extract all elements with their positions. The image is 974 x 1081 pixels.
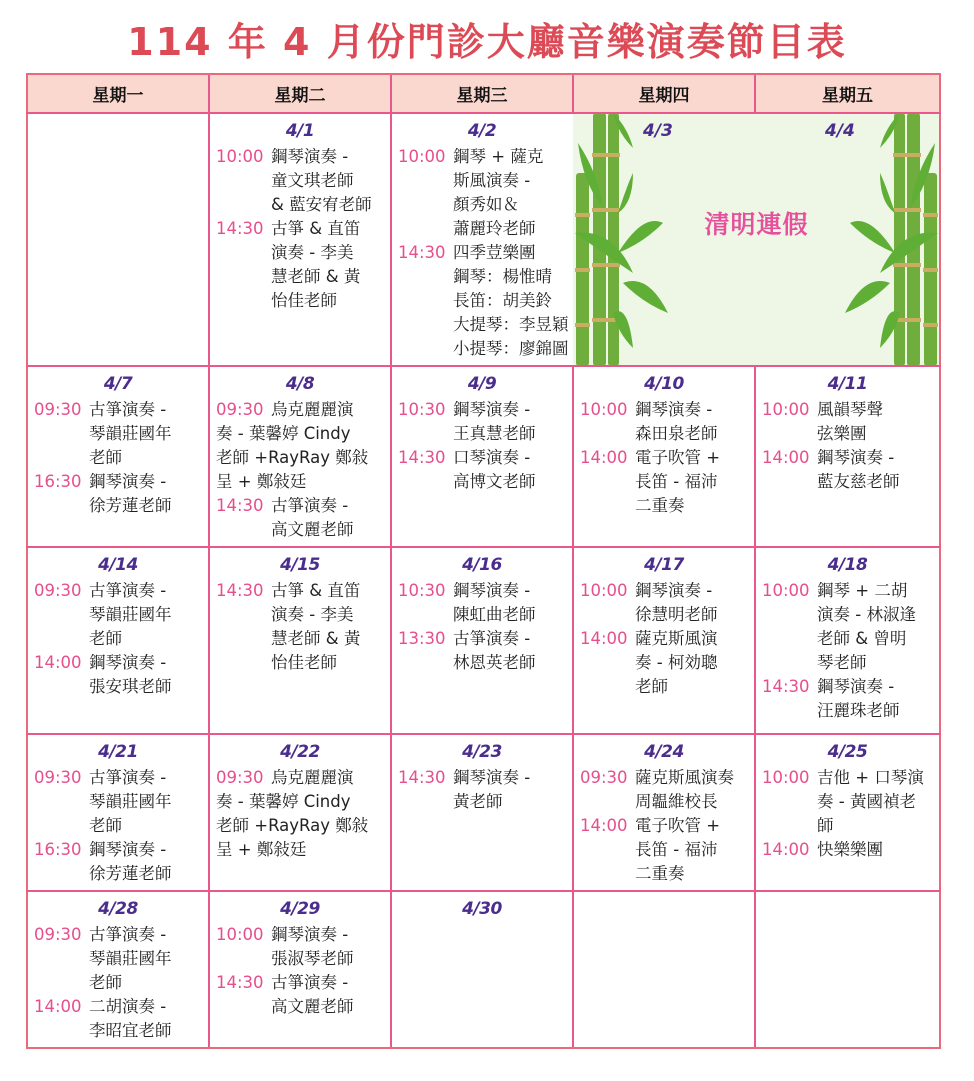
event-text-line: 老師 & 曾明 [817,629,907,648]
event-list [34,766,207,886]
event-time: 16:30 [34,840,82,859]
event-text-line: 鋼琴演奏 - [453,400,531,419]
page-title: 114 年 4 月份門診大廳音樂演奏節目表 [127,20,847,64]
event-item [580,766,753,814]
weekday-header-3: 星期三 [391,74,573,113]
event-text-line: 藍友慈老師 [817,472,900,491]
event-item [216,217,389,313]
grid-line [26,733,941,735]
event-text-line: 琴韻莊國年 [89,792,172,811]
event-time: 10:00 [762,400,810,419]
event-text-line: 長笛 - 福沛 [635,840,718,859]
day-date: 4/15 [280,555,320,575]
event-time: 14:00 [580,816,628,835]
event-text-line: 琴韻莊國年 [89,605,172,624]
event-text-line: 鋼琴演奏 - [817,677,895,696]
day-cell [27,113,209,366]
event-text-line: 蕭麗玲老師 [453,219,536,238]
event-text-line: 鋼琴演奏 - [89,840,167,859]
event-list [34,579,207,699]
event-text-line: 演奏 - 林淑逢 [817,605,916,624]
event-text-line: 鋼琴演奏 - [89,472,167,491]
event-item [34,398,207,470]
holiday-date-4-4: 4/4 [825,121,855,141]
event-item [216,923,389,971]
event-time: 14:00 [580,448,628,467]
day-cell [209,547,391,734]
event-item [398,398,571,446]
event-text-line: 王真慧老師 [453,424,536,443]
event-item [34,923,207,995]
grid-line [26,73,941,75]
event-list [216,145,389,313]
event-text-line: 斯風演奏 - [453,171,531,190]
event-text-line: 二重奏 [635,496,685,515]
event-time: 10:00 [580,400,628,419]
event-text-line: 怡佳老師 [271,291,337,310]
day-cell [755,366,940,547]
event-text-line: 周韞維校長 [635,792,718,811]
event-list [762,579,938,723]
event-text-line: 二重奏 [635,864,685,883]
day-date: 4/30 [462,899,502,919]
weekday-header-1: 星期一 [27,74,209,113]
event-time: 09:30 [34,925,82,944]
grid-line [26,112,941,114]
event-item [580,446,753,518]
day-cell [755,734,940,891]
day-date: 4/18 [827,555,868,575]
day-cell [209,113,391,366]
event-list [216,579,389,675]
weekday-header-5: 星期五 [755,74,940,113]
event-text-line: 古箏 & 直笛 [271,219,361,238]
event-time: 16:30 [34,472,82,491]
event-item [34,766,207,838]
event-time: 14:30 [398,768,446,787]
grid-line [939,74,941,1048]
event-text-line: 怡佳老師 [271,653,337,672]
event-time: 14:00 [34,997,82,1016]
event-text-line: 慧老師 & 黃 [271,629,361,648]
day-date: 4/14 [98,555,138,575]
event-text-line: 古箏演奏 - [453,629,531,648]
day-date: 4/16 [462,555,502,575]
event-text-line: 古箏演奏 - [89,768,167,787]
event-text-line: 古箏演奏 - [271,496,349,515]
event-text-line: 黃老師 [453,792,503,811]
event-list [398,766,571,814]
event-text-line: 四季荳樂團 [453,243,536,262]
event-item [762,766,938,838]
event-time: 14:30 [216,496,264,515]
event-text-line: 呈 + 鄭敍廷 [216,472,307,491]
event-text-line: 汪麗珠老師 [817,701,900,720]
event-text-line: 二胡演奏 - [89,997,167,1016]
event-text-line: 鋼琴 + 薩克 [453,147,544,166]
day-cell [573,366,755,547]
event-text-line: 吉他 + 口琴演 [817,768,924,787]
event-text-line: 大提琴：李昱穎 [453,315,569,334]
event-text-line: 奏 - 柯効聰 [635,653,718,672]
event-list [216,766,389,862]
event-text-line: 師 [817,816,834,835]
weekday-header-2: 星期二 [209,74,391,113]
day-cell [391,113,573,366]
event-text-line: 電子吹管 + [635,448,721,467]
event-text-line: 鋼琴演奏 - [453,581,531,600]
event-time: 10:00 [762,581,810,600]
event-item [216,579,389,675]
event-time: 14:30 [216,219,264,238]
day-date: 4/22 [280,742,320,762]
event-item [580,398,753,446]
event-text-line: 高文麗老師 [271,997,354,1016]
holiday-block [573,113,940,366]
schedule-table [27,74,940,1048]
event-text-line: 呈 + 鄭敍廷 [216,840,307,859]
event-text-line: 古箏 & 直笛 [271,581,361,600]
event-list [398,398,571,494]
event-text-line: 琴韻莊國年 [89,424,172,443]
event-time: 14:30 [762,677,810,696]
event-time: 09:30 [34,581,82,600]
day-cell [755,891,940,1048]
day-cell [391,366,573,547]
event-text-line: 薩克斯風演奏 [635,768,734,787]
event-text-line: 烏克麗麗演 [271,400,354,419]
day-cell [209,366,391,547]
grid-line [754,366,756,1048]
event-time: 14:30 [398,448,446,467]
event-text-line: 古箏演奏 - [271,973,349,992]
event-time: 13:30 [398,629,446,648]
event-text-line: 鋼琴：楊惟晴 [453,267,552,286]
event-item [762,579,938,675]
event-text-line: 琴老師 [817,653,867,672]
day-cell [755,547,940,734]
event-text-line: 古箏演奏 - [89,581,167,600]
event-time: 09:30 [580,768,628,787]
event-list [398,145,571,361]
event-text-line: 電子吹管 + [635,816,721,835]
weekday-header-4: 星期四 [573,74,755,113]
event-text-line: 古箏演奏 - [89,400,167,419]
event-text-line: 老師 +RayRay 鄭敍 [216,816,369,835]
event-text-line: 陳虹曲老師 [453,605,536,624]
event-text-line: 鋼琴 + 二胡 [817,581,908,600]
day-date: 4/29 [280,899,320,919]
event-time: 14:30 [216,581,264,600]
event-item [34,995,207,1043]
event-item [398,145,571,241]
event-text-line: 鋼琴演奏 - [271,925,349,944]
event-time: 10:30 [398,400,446,419]
event-text-line: 徐慧明老師 [635,605,718,624]
event-text-line: 老師 [89,448,122,467]
event-list [762,766,938,862]
day-date: 4/2 [467,121,497,141]
event-text-line: 老師 [89,816,122,835]
day-cell [27,547,209,734]
grid-line [26,1047,941,1049]
day-cell [27,734,209,891]
event-text-line: 慧老師 & 黃 [271,267,361,286]
event-item [34,838,207,886]
event-list [580,766,753,886]
day-date: 4/23 [462,742,502,762]
event-text-line: 老師 [635,677,668,696]
event-time: 10:30 [398,581,446,600]
event-time: 09:30 [34,768,82,787]
event-text-line: 老師 [89,629,122,648]
grid-line [754,74,756,113]
grid-line [26,890,941,892]
event-item [216,398,389,494]
grid-line [26,365,941,367]
event-text-line: 童文琪老師 [271,171,354,190]
event-text-line: 張安琪老師 [89,677,172,696]
event-text-line: 徐芳蓮老師 [89,864,172,883]
day-cell [209,734,391,891]
event-list [216,398,389,542]
day-date: 4/10 [644,374,684,394]
grid-line [208,74,210,1048]
holiday-label: 清明連假 [704,210,809,239]
event-item [34,470,207,518]
grid-line [26,546,941,548]
event-time: 14:00 [762,448,810,467]
event-item [216,971,389,1019]
day-cell [573,547,755,734]
day-date: 4/28 [98,899,138,919]
event-item [398,766,571,814]
event-text-line: 風韻琴聲 [817,400,883,419]
event-text-line: 奏 - 黃國禎老 [817,792,916,811]
event-item [216,494,389,542]
event-text-line: 演奏 - 李美 [271,243,354,262]
day-cell [27,891,209,1048]
day-date: 4/1 [285,121,315,141]
event-list [34,923,207,1043]
event-time: 10:00 [762,768,810,787]
event-item [398,241,571,361]
day-cell [209,891,391,1048]
grid-line [390,74,392,1048]
event-time: 09:30 [216,400,264,419]
event-text-line: 高博文老師 [453,472,536,491]
event-text-line: & 藍安宥老師 [271,195,372,214]
grid-line [572,74,574,113]
day-date: 4/25 [827,742,868,762]
event-text-line: 奏 - 葉馨婷 Cindy [216,792,351,811]
event-text-line: 鋼琴演奏 - [271,147,349,166]
event-item [34,579,207,651]
event-time: 10:00 [398,147,446,166]
day-cell [573,734,755,891]
event-item [762,838,938,862]
event-time: 09:30 [216,768,264,787]
day-cell [573,891,755,1048]
event-time: 09:30 [34,400,82,419]
event-time: 14:00 [762,840,810,859]
event-text-line: 森田泉老師 [635,424,718,443]
event-text-line: 鋼琴演奏 - [89,653,167,672]
event-time: 10:00 [216,925,264,944]
event-text-line: 演奏 - 李美 [271,605,354,624]
day-date: 4/9 [467,374,497,394]
event-list [580,398,753,518]
event-item [762,398,938,446]
event-time: 14:00 [580,629,628,648]
event-text-line: 薩克斯風演 [635,629,718,648]
event-time: 14:30 [398,243,446,262]
event-item [34,651,207,699]
event-text-line: 鋼琴演奏 - [817,448,895,467]
event-item [580,579,753,627]
event-time: 14:30 [216,973,264,992]
event-text-line: 奏 - 葉馨婷 Cindy [216,424,351,443]
event-list [34,398,207,518]
event-item [216,145,389,217]
event-time: 10:00 [216,147,264,166]
event-text-line: 鋼琴演奏 - [635,400,713,419]
event-text-line: 小提琴：廖錦圖 [453,339,569,358]
grid-line [26,74,28,1048]
event-text-line: 張淑琴老師 [271,949,354,968]
event-text-line: 烏克麗麗演 [271,768,354,787]
event-text-line: 林恩英老師 [453,653,536,672]
day-date: 4/11 [827,374,868,394]
event-item [398,579,571,627]
event-text-line: 高文麗老師 [271,520,354,539]
event-text-line: 鋼琴演奏 - [453,768,531,787]
event-list [580,579,753,699]
day-date: 4/7 [103,374,133,394]
event-text-line: 長笛 - 福沛 [635,472,718,491]
day-date: 4/21 [98,742,138,762]
day-cell [27,366,209,547]
day-date: 4/8 [285,374,315,394]
event-text-line: 徐芳蓮老師 [89,496,172,515]
event-item [762,675,938,723]
event-text-line: 口琴演奏 - [453,448,531,467]
event-text-line: 李昭宜老師 [89,1021,172,1040]
event-list [216,923,389,1019]
holiday-date-4-3: 4/3 [643,121,673,141]
event-time: 14:00 [34,653,82,672]
event-item [216,766,389,862]
event-item [762,446,938,494]
day-date: 4/17 [644,555,684,575]
day-cell [391,734,573,891]
event-text-line: 古箏演奏 - [89,925,167,944]
event-item [580,814,753,886]
event-text-line: 快樂樂團 [817,840,883,859]
event-text-line: 長笛：胡美鈴 [453,291,552,310]
day-date: 4/24 [644,742,684,762]
event-list [398,579,571,675]
day-cell [391,547,573,734]
event-list [762,398,938,494]
day-cell [391,891,573,1048]
event-time: 10:00 [580,581,628,600]
event-item [398,446,571,494]
event-item [398,627,571,675]
event-text-line: 鋼琴演奏 - [635,581,713,600]
event-text-line: 弦樂團 [817,424,867,443]
event-text-line: 琴韻莊國年 [89,949,172,968]
grid-line [572,366,574,1048]
event-text-line: 老師 [89,973,122,992]
event-text-line: 老師 +RayRay 鄭敍 [216,448,369,467]
event-text-line: 顏秀如＆ [453,195,519,214]
event-item [580,627,753,699]
